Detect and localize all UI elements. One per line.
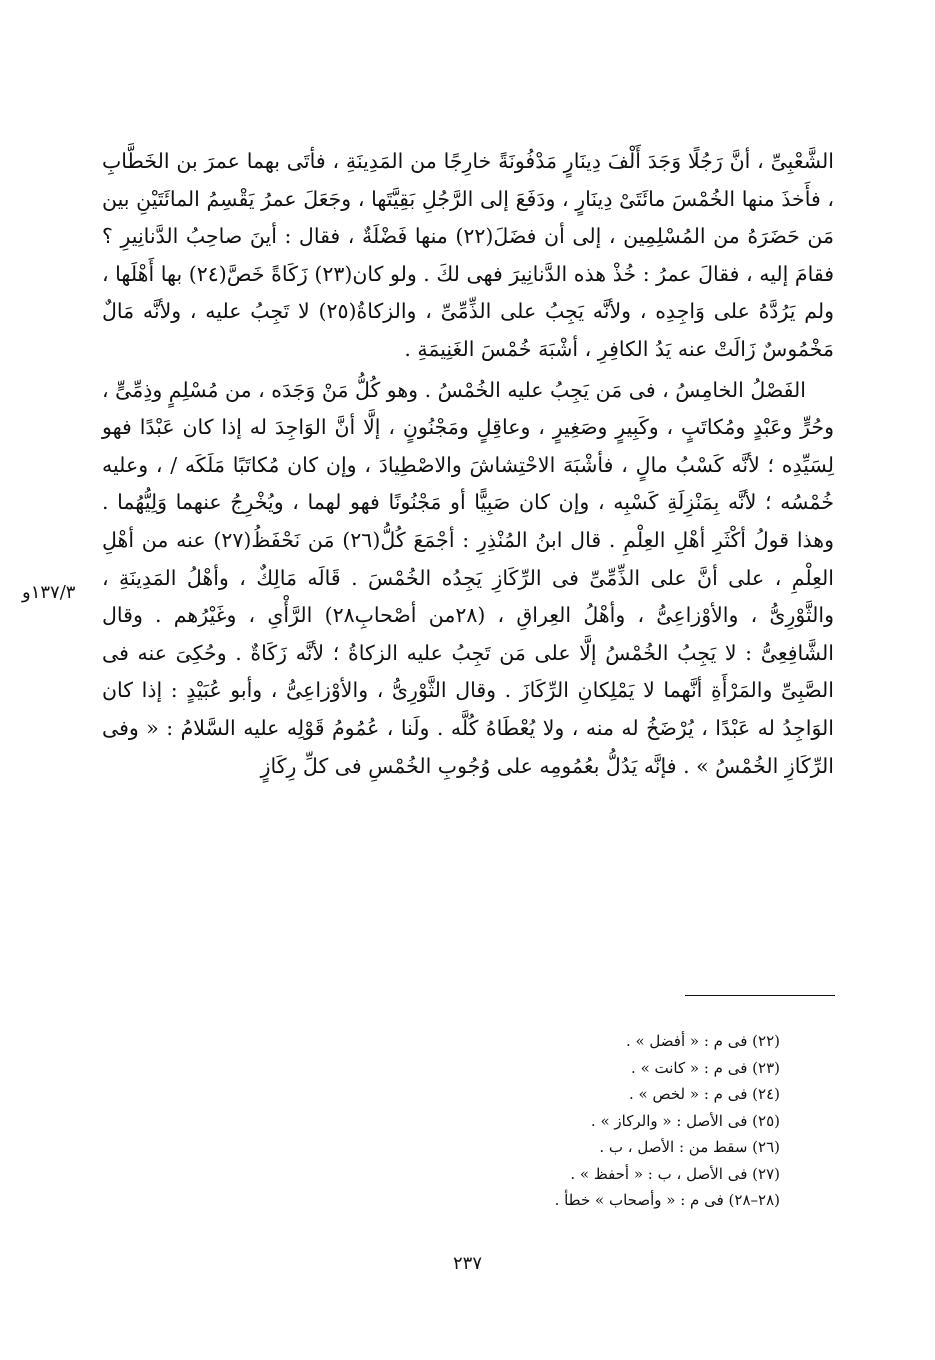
- footnote-22: (٢٢) فى م : « أفضل » .: [625, 1032, 780, 1050]
- main-text: [102, 143, 834, 785]
- margin-folio-reference: ١٣٧/٣و: [22, 582, 76, 603]
- footnote-26: (٢٦) سقط من : الأصل ، ب .: [599, 1138, 780, 1156]
- footnote-23: (٢٣) فى م : « كانت » .: [631, 1058, 780, 1077]
- paragraph-1: الشَّعْبِىِّ ، أنَّ رَجُلًا وَجَدَ أَلْفَ دِينَارٍ مَدْفُونَةً خارِجًا من المَدِينَةِ ، فأتَى بهما عمرَ بن الخَطَّابِ ، فأَخذَ منها الخُمْسَ مائَتَىْ دِينَارٍ ، ودَفَعَ إلى الرَّجُلِ بَقِيَّتَها ، وجَعَلَ عمرُ يَقْسِمُ المائَتَيْنِ بين مَن حَضَرَهُ من المُسْلِمِين ، إلى أن فضَلَ(٢٢) منها فَضْلَةٌ ، فقال : أينَ صاحِبُ الدَّنانِيرِ ؟ فقامَ إليه ، فقالَ عمرُ : خُذْ هذه الدَّنانِيرَ فهى لكَ . ولو كان(٢٣) زَكَاةً خَصَّ(٢٤) بها أَهْلَها ، ولم يَرُدَّهُ على وَاجِدِه ، ولأنَّه يَجِبُ على الذِّمِّىِّ ، والزكاةُ(٢٥) لا تَجِبُ عليه ، ولأنَّه مَالٌ مَخْمُوسٌ زَالَتْ عنه يَدُ الكافِرِ ، أشْبَهَ خُمْسَ الغَنِيمَةِ .: [102, 149, 835, 361]
- footnotes: [300, 1028, 780, 1214]
- paragraph-2: الفَصْلُ الخامِسُ ، فى مَن يَجِبُ عليه الخُمْسُ . وهو كُلُّ مَنْ وَجَدَه ، من مُسْلِمٍ وذِمِّىٍّ ، وحُرٍّ وعَبْدٍ ومُكاتَبٍ ، وكَبِيرٍ وصَغِيرٍ ، وعاقِلٍ ومَجْنُونٍ ، إلَّا أنَّ الوَاجِدَ له إذا كان عَبْدًا فهو لِسَيِّدِه ؛ لأنَّه كَسْبُ مالٍ ، فأشْبَهَ الاحْتِشاشَ والاصْطِيادَ ، وإن كان مُكاتَبًا مَلَكَه / ، وعليه خُمْسُه ؛ لأنَّه بِمَنْزِلَةِ كَسْبِه ، وإن كان صَبِيًّا أو مَجْنُونًا فهو لهما ، ويُخْرِجُ عنهما وَلِيُّهُما . وهذا قولُ أكْثَرِ أهْلِ العِلْمِ . قال ابنُ المُنْذِرِ : أجْمَعَ كُلُّ(٢٦) مَن نَحْفَظُ(٢٧) عنه من أهْلِ العِلْمِ ، على أنَّ على الذِّمِّىِّ فى الرِّكَازِ يَجِدُه الخُمْسَ . قَالَه مَالِكٌ ، وأهْلُ المَدِينَةِ ، والثَّوْرِىُّ ، والأوْزاعِىُّ ، وأهْلُ العِراقِ ، (٢٨من أصْحابِ٢٨) الرَّأْىِ ، وغَيْرُهم . وقال الشَّافِعِىُّ : لا يَجِبُ الخُمْسُ إلَّا على مَن تَجِبُ عليه الزكاةُ ؛ لأنَّه زَكَاةٌ . وحُكِىَ عنه فى الصَّبِىِّ والمَرْأَةِ أنَّهما لا يَمْلِكانِ الرِّكَازَ . وقال الثَّوْرِىُّ ، والأوْزاعِىُّ ، وأبو عُبَيْدٍ : إذا كان الوَاجِدُ له عَبْدًا ، يُرْضَخُ له منه ، ولا يُعْطَاهُ كُلَّه . ولَنا ، عُمُومُ قَوْلِه عليه السَّلامُ : « وفى الرِّكَازِ الخُمْسُ » . فإنَّه يَدُلُّ بعُمُومِه على وُجُوبِ الخُمْسِ فى كلِّ رِكَازٍ: [102, 377, 834, 778]
- footnote-divider: [685, 995, 835, 996]
- footnote-28: (٢٨–٢٨) فى م : « وأصحاب » خطأ .: [554, 1191, 780, 1209]
- footnote-24: (٢٤) فى م : « لخص » .: [629, 1085, 780, 1103]
- page-number: ٢٣٧: [452, 1253, 482, 1274]
- footnote-27: (٢٧) فى الأصل ، ب : « أحفظ » .: [570, 1164, 780, 1183]
- footnote-25: (٢٥) فى الأصل : « والركاز » .: [590, 1111, 780, 1130]
